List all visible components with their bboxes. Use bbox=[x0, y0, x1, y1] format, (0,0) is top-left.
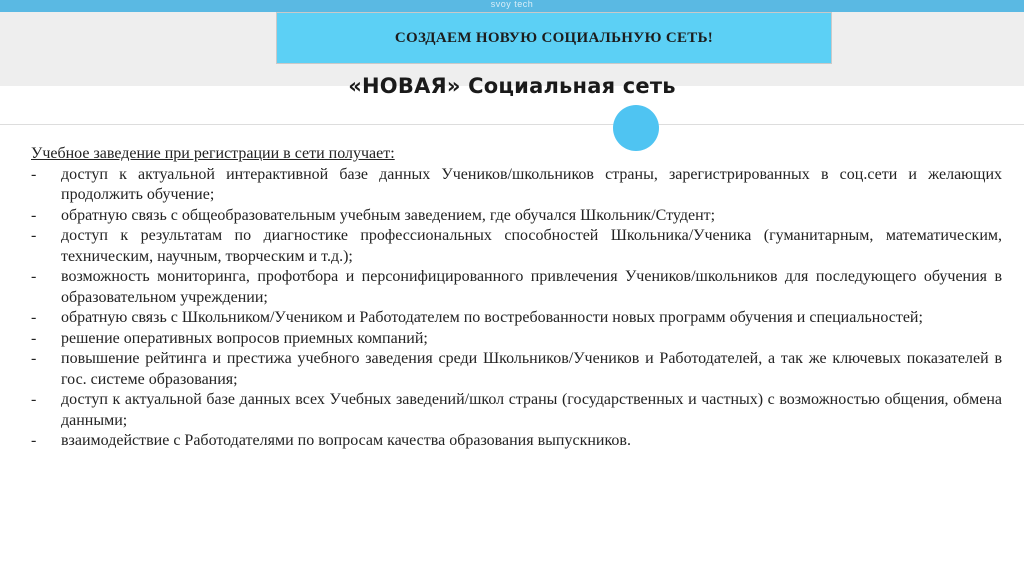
list-item-text: обратную связь с Школьником/Учеником и Работодателем по востребованности новых программ обучения и специальностей; bbox=[61, 309, 923, 326]
list-item bbox=[31, 165, 1002, 206]
list-item bbox=[31, 390, 1002, 431]
bullet-dash: - bbox=[31, 329, 37, 347]
list-item-text: обратную связь с общеобразовательным учебным заведением, где обучался Школьник/Студент; bbox=[61, 206, 716, 224]
list-item-text: доступ к результатам по диагностике профессиональных способностей Школьника/Ученика (гуманитарным, математическим, техническим, научным, творческим и т.д.); bbox=[61, 227, 1002, 265]
banner-text: СОЗДАЕМ НОВУЮ СОЦИАЛЬНУЮ СЕТЬ! bbox=[394, 29, 714, 46]
banner bbox=[276, 12, 832, 64]
slide-content bbox=[31, 144, 1002, 452]
bullet-dash: - bbox=[31, 165, 37, 183]
list-item-text: решение оперативных вопросов приемных компаний; bbox=[61, 329, 428, 347]
bullet-dash: - bbox=[31, 309, 37, 326]
list-item-text: взаимодействие с Работодателями по вопросам качества образования выпускников. bbox=[61, 432, 631, 449]
list-item bbox=[31, 329, 1002, 350]
bullet-dash: - bbox=[31, 391, 37, 408]
list-item bbox=[31, 267, 1002, 308]
divider-line bbox=[0, 124, 1024, 125]
list-item-text: доступ к актуальной интерактивной базе данных Учеников/школьников страны, зарегистрированных в соц.сети и желающих продолжить обучение; bbox=[61, 165, 1002, 203]
list-item bbox=[31, 349, 1002, 390]
bullet-dash: - bbox=[31, 268, 37, 285]
bullet-dash: - bbox=[31, 206, 37, 224]
list-item bbox=[31, 226, 1002, 267]
intro-text: Учебное заведение при регистрации в сети получает: bbox=[31, 145, 395, 162]
list-item-text: возможность мониторинга, профотбора и персонифицированного привлечения Учеников/школьников для последующего обучения в образовательном учреждении; bbox=[61, 268, 1002, 306]
list-item bbox=[31, 206, 1002, 227]
top-accent-bar bbox=[0, 0, 1024, 12]
list-item-text: повышение рейтинга и престижа учебного заведения среди Школьников/Учеников и Работодателей, а так же ключевых показателей в гос. системе образования; bbox=[61, 350, 1002, 388]
list-item-text: доступ к актуальной базе данных всех Учебных заведений/школ страны (государственных и частных) с возможностью общения, обмена данными; bbox=[61, 391, 1002, 429]
slide-title: «НОВАЯ» Социальная сеть bbox=[348, 74, 676, 98]
list-item bbox=[31, 431, 1002, 452]
bullet-dash: - bbox=[31, 432, 37, 449]
bullet-dash: - bbox=[31, 350, 37, 367]
bullet-dash: - bbox=[31, 227, 37, 244]
list-item bbox=[31, 308, 1002, 329]
watermark-text: svoy tech bbox=[490, 0, 534, 9]
bullet-list bbox=[31, 165, 1002, 452]
